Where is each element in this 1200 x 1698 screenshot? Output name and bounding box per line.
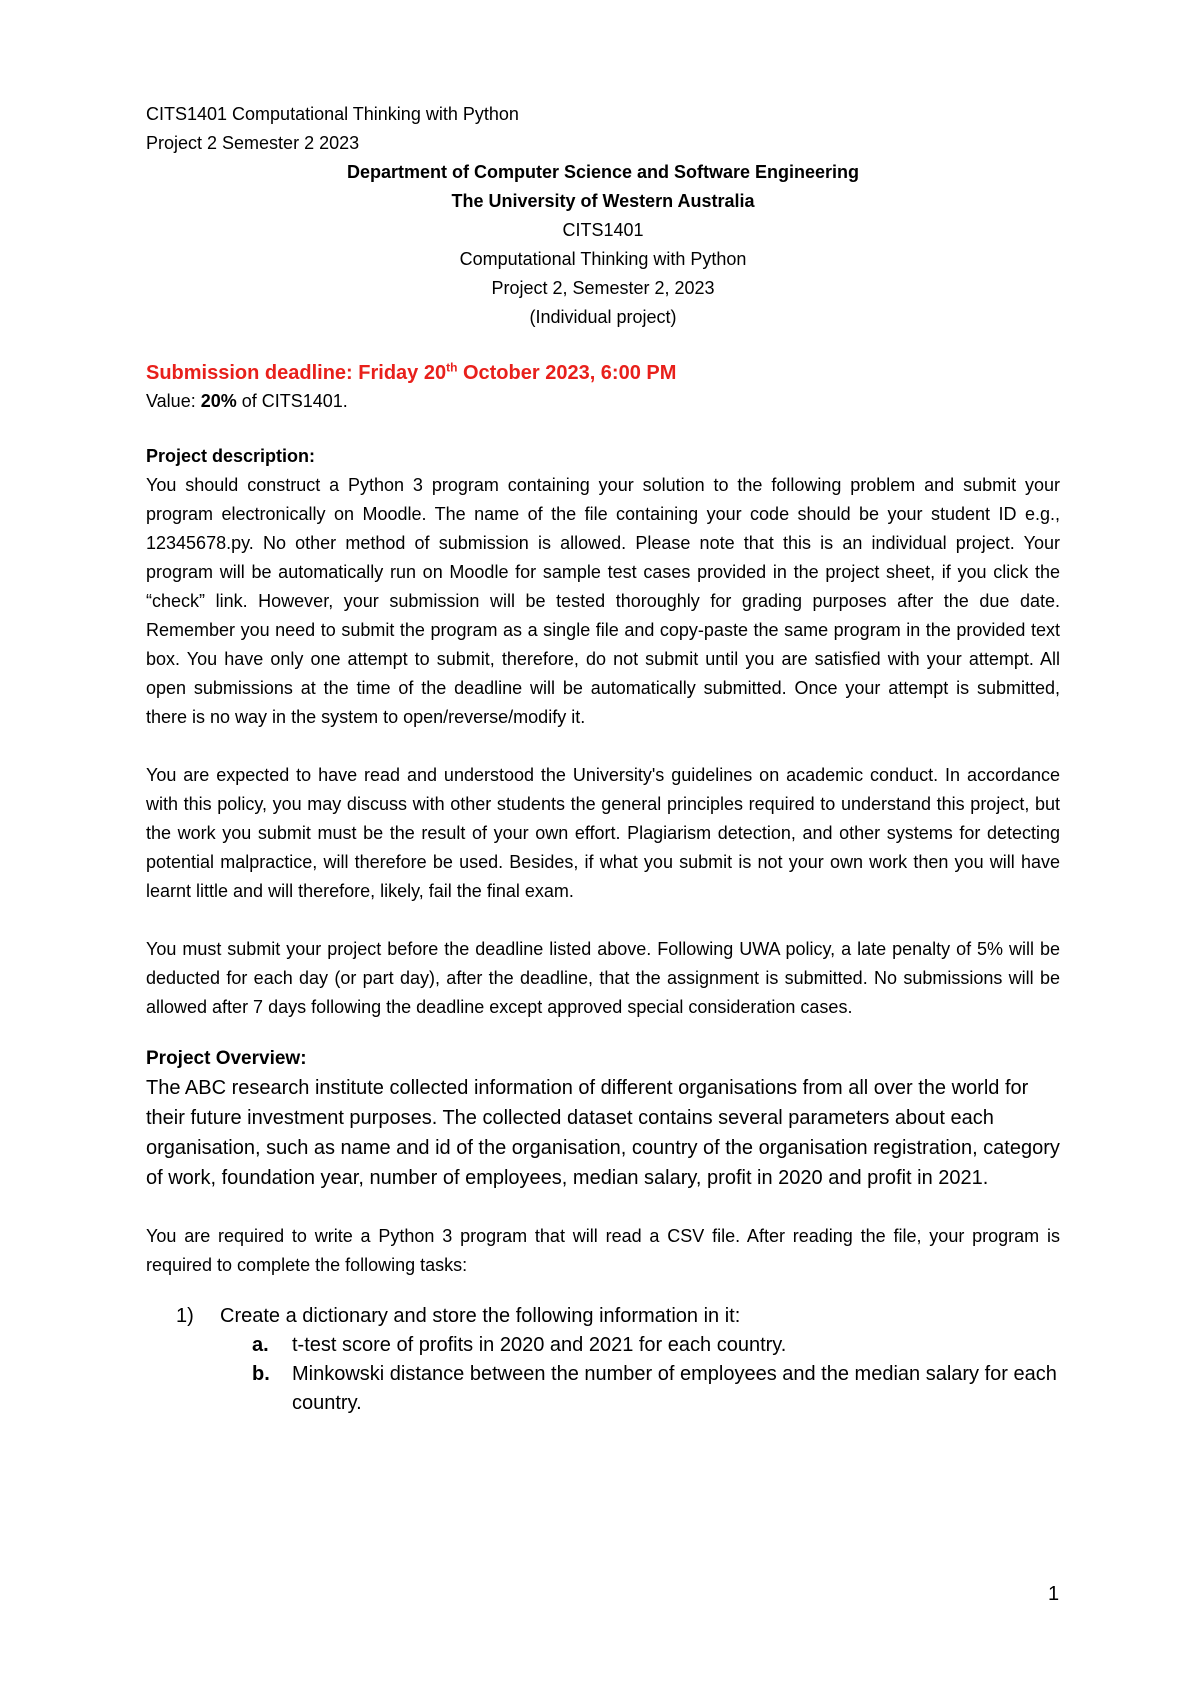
task-sub-item-a	[146, 1331, 1060, 1360]
overview-paragraph-1: The ABC research institute collected information of different organisations from all over the world for their future investment purposes. The collected dataset contains several parameters about each organisation, such as name and id of the organisation, country of the organisation registration, category of work, foundation year, number of employees, median salary, profit in 2020 and profit in 2021.	[146, 1077, 1060, 1189]
title-block	[146, 158, 1060, 332]
value-label: Value:	[146, 391, 201, 411]
document-content	[146, 100, 1060, 1418]
task-number: 1)	[176, 1305, 194, 1327]
sub-item-text: Minkowski distance between the number of employees and the median salary for each country.	[292, 1363, 1057, 1414]
unit-code: CITS1401	[562, 220, 644, 240]
value-line	[146, 387, 1060, 416]
description-paragraph-2: You are expected to have read and understood the University's guidelines on academic conduct. In accordance with this policy, you may discuss with other students the general principles required to understand this project, but the work you submit must be the result of your own effort. Plagiarism detection, and other systems for detecting potential malpractice, will therefore be used. Besides, if what you submit is not your own work then you will have learnt little and will therefore, likely, fail the final exam.	[146, 765, 1060, 901]
paragraph-gap	[146, 1193, 1060, 1222]
deadline-superscript: th	[446, 360, 458, 375]
value-percent: 20%	[200, 391, 237, 411]
project-semester: Project 2, Semester 2, 2023	[491, 278, 715, 298]
task-item-1	[146, 1302, 1060, 1331]
deadline-prefix: Submission deadline: Friday 20	[146, 362, 447, 384]
description-paragraph-1: You should construct a Python 3 program containing your solution to the following problem and submit your program electronically on Moodle. The name of the file containing your code should be your student ID e.g., 12345678.py. No other method of submission is allowed. Please note that this is an individual project. Your program will be automatically run on Moodle for sample test cases provided in the project sheet, if you click the “check” link. However, your submission will be tested thoroughly for grading purposes after the due date. Remember you need to submit the program as a single file and copy-paste the same program in the provided text box. You have only one attempt to submit, therefore, do not submit until you are satisfied with your attempt. All open submissions at the time of the deadline will be automatically submitted. Once your attempt is submitted, there is no way in the system to open/reverse/modify it.	[146, 475, 1060, 727]
overview-paragraph-2: You are required to write a Python 3 program that will read a CSV file. After reading the file, your program is required to complete the following tasks:	[146, 1226, 1060, 1275]
paragraph-gap	[146, 732, 1060, 761]
task-sub-item-b	[146, 1360, 1060, 1418]
unit-name: Computational Thinking with Python	[459, 249, 747, 269]
sub-item-letter: b.	[252, 1363, 270, 1385]
description-paragraph-3: You must submit your project before the deadline listed above. Following UWA policy, a late penalty of 5% will be deducted for each day (or part day), after the deadline, that the assignment is submitted. No submissions will be allowed after 7 days following the deadline except approved special consideration cases.	[146, 939, 1060, 1017]
sub-item-letter: a.	[252, 1334, 269, 1356]
task-text: Create a dictionary and store the following information in it:	[220, 1305, 741, 1327]
university-title: The University of Western Australia	[451, 191, 755, 211]
submission-deadline	[146, 359, 1060, 387]
course-header-line: CITS1401 Computational Thinking with Python	[146, 104, 519, 124]
project-type: (Individual project)	[529, 307, 677, 327]
value-suffix: of CITS1401.	[236, 391, 348, 411]
paragraph-gap	[146, 906, 1060, 935]
page-number: 1	[1048, 1583, 1060, 1605]
task-list	[146, 1302, 1060, 1418]
sub-item-text: t-test score of profits in 2020 and 2021 for each country.	[292, 1334, 787, 1356]
project-description-heading: Project description:	[146, 446, 316, 466]
project-overview-heading: Project Overview:	[146, 1048, 307, 1069]
deadline-suffix: October 2023, 6:00 PM	[457, 362, 677, 384]
project-header-line: Project 2 Semester 2 2023	[146, 133, 360, 153]
department-title: Department of Computer Science and Software Engineering	[346, 162, 860, 182]
